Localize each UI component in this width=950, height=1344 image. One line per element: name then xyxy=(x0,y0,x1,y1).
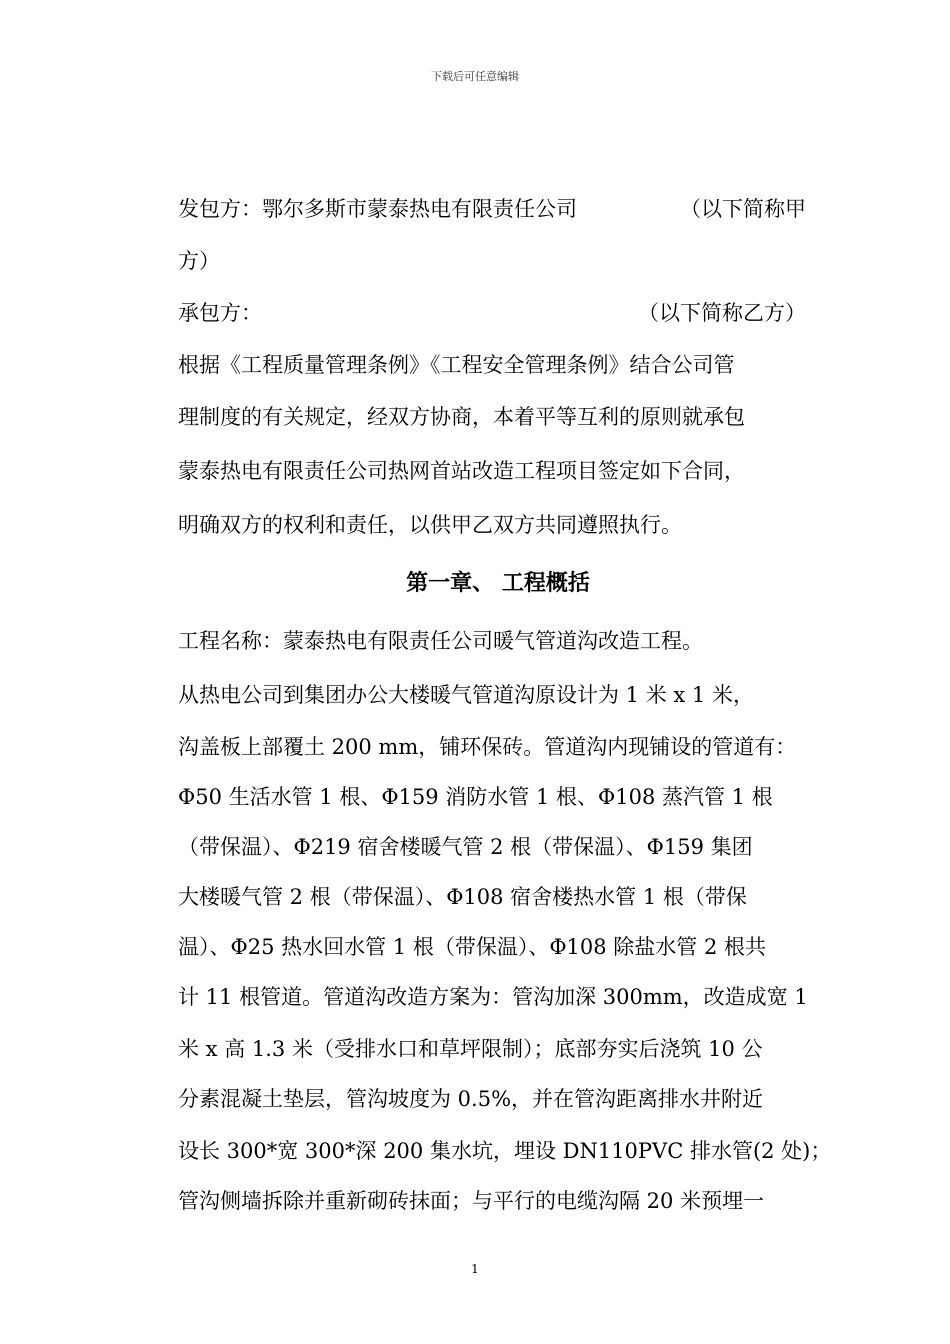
body-line: 管沟侧墙拆除并重新砌砖抹面；与平行的电缆沟隔 20 米预埋一 xyxy=(178,1189,765,1213)
body-line: 温）、Φ25 热水回水管 1 根（带保温）、Φ108 除盐水管 2 根共 xyxy=(178,935,767,959)
employer-wrap: 方） xyxy=(178,249,220,273)
project-name: 工程名称：蒙泰热电有限责任公司暖气管道沟改造工程。 xyxy=(178,629,703,653)
body-line: 计 11 根管道。管道沟改造方案为：管沟加深 300mm，改造成宽 1 xyxy=(178,985,808,1009)
intro-line: 蒙泰热电有限责任公司热网首站改造工程项目签定如下合同， xyxy=(178,459,745,483)
body-line: 米 x 高 1.3 米（受排水口和草坪限制）；底部夯实后浇筑 10 公 xyxy=(178,1037,763,1061)
contractor-line xyxy=(178,298,806,328)
intro-line: 根据《工程质量管理条例》《工程安全管理条例》结合公司管 xyxy=(178,353,735,377)
body-line: 沟盖板上部覆土 200 mm，铺环保砖。管道沟内现铺设的管道有： xyxy=(178,735,797,759)
intro-line: 明确双方的权利和责任，以供甲乙双方共同遵照执行。 xyxy=(178,513,682,537)
contractor-label: 承包方： xyxy=(178,301,262,325)
employer-suffix: （以下简称甲 xyxy=(680,197,806,221)
body-line: Φ50 生活水管 1 根、Φ159 消防水管 1 根、Φ108 蒸汽管 1 根 xyxy=(178,785,773,809)
body-line: （带保温）、Φ219 宿舍楼暖气管 2 根（带保温）、Φ159 集团 xyxy=(178,835,753,859)
body-line: 设长 300*宽 300*深 200 集水坑，埋设 DN110PVC 排水管(2 处)； xyxy=(178,1139,832,1163)
employer-line xyxy=(178,194,806,224)
employer-label: 发包方：鄂尔多斯市蒙泰热电有限责任公司 xyxy=(178,197,577,221)
header-note: 下载后可任意编辑 xyxy=(431,70,519,83)
page-number: 1 xyxy=(471,1262,479,1276)
body-line: 分素混凝土垫层，管沟坡度为 0.5%，并在管沟距离排水井附近 xyxy=(178,1087,764,1111)
contractor-suffix: （以下简称乙方） xyxy=(638,301,806,325)
body-line: 大楼暖气管 2 根（带保温）、Φ108 宿舍楼热水管 1 根（带保 xyxy=(178,885,747,909)
chapter-title: 第一章、 工程概括 xyxy=(406,571,590,596)
intro-line: 理制度的有关规定，经双方协商，本着平等互利的原则就承包 xyxy=(178,405,745,429)
body-line: 从热电公司到集团办公大楼暖气管道沟原设计为 1 米 x 1 米， xyxy=(178,683,754,707)
